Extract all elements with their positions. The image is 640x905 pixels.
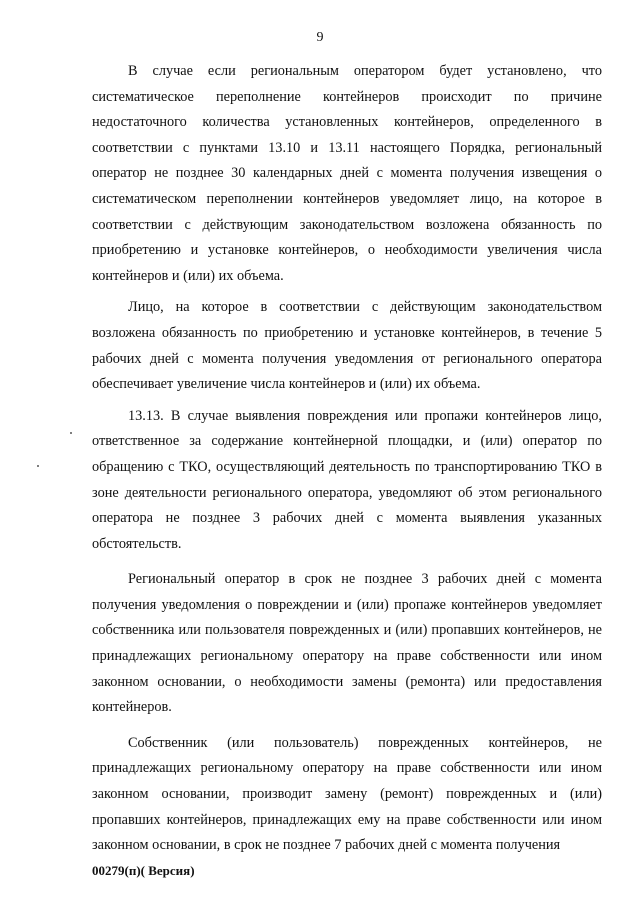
paragraph-owner-replacement: Собственник (или пользователь) поврежденных контейнеров, не принадлежащих региональному оператору на праве собственности или ином законном основании, производит замену (ремонт) поврежденных и (или) пропавших контейнеров, принадлежащих ему на праве собственности или ином законном основании, в срок не позднее 7 рабочих дней с момента получения: [92, 734, 602, 854]
scan-speck: [37, 465, 39, 467]
document-version-footer: 00279(п)( Версия): [92, 863, 195, 878]
paragraph-container-overflow-notice: В случае если региональным оператором будет установлено, что систематическое переполнение контейнеров происходит по причине недостаточного количества установленных контейнеров, определенного в соответствии с пунктами 13.10 и 13.11 настоящего Порядка, региональный оператор не позднее 30 календарных дней с момента получения извещения о систематическом переполнении контейнеров уведомляет лицо, на которое в соответствии с действующим законодательством возложена обязанность по приобретению и установке контейнеров, о необходимости увеличения числа контейнеров и (или) их объема.: [92, 63, 602, 284]
scan-speck: [70, 432, 72, 434]
document-body: [92, 59, 602, 859]
paragraph-responsible-party-obligation: Лицо, на которое в соответствии с действующим законодательством возложена обязанность по приобретению и установке контейнеров, в течение 5 рабочих дней с момента получения уведомления от регионального оператора обеспечивает увеличение числа контейнеров и (или) их объема.: [92, 299, 602, 393]
paragraph-operator-notification: Региональный оператор в срок не позднее 3 рабочих дней с момента получения уведомления о повреждении и (или) пропаже контейнеров уведомляет собственника или пользователя поврежденных и (или) пропавших контейнеров, не принадлежащих региональному оператору на праве собственности или ином законном основании, о необходимости замены (ремонта) или предоставления контейнеров.: [92, 571, 602, 716]
paragraph-13-13-damage-or-loss: 13.13. В случае выявления повреждения или пропажи контейнеров лицо, ответственное за содержание контейнерной площадки, и (или) оператор по обращению с ТКО, осуществляющий деятельность по транспортированию ТКО в зоне деятельности регионального оператора, уведомляют об этом регионального оператора не позднее 3 рабочих дней с момента выявления указанных обстоятельств.: [92, 407, 602, 552]
page-number: 9: [316, 30, 324, 45]
